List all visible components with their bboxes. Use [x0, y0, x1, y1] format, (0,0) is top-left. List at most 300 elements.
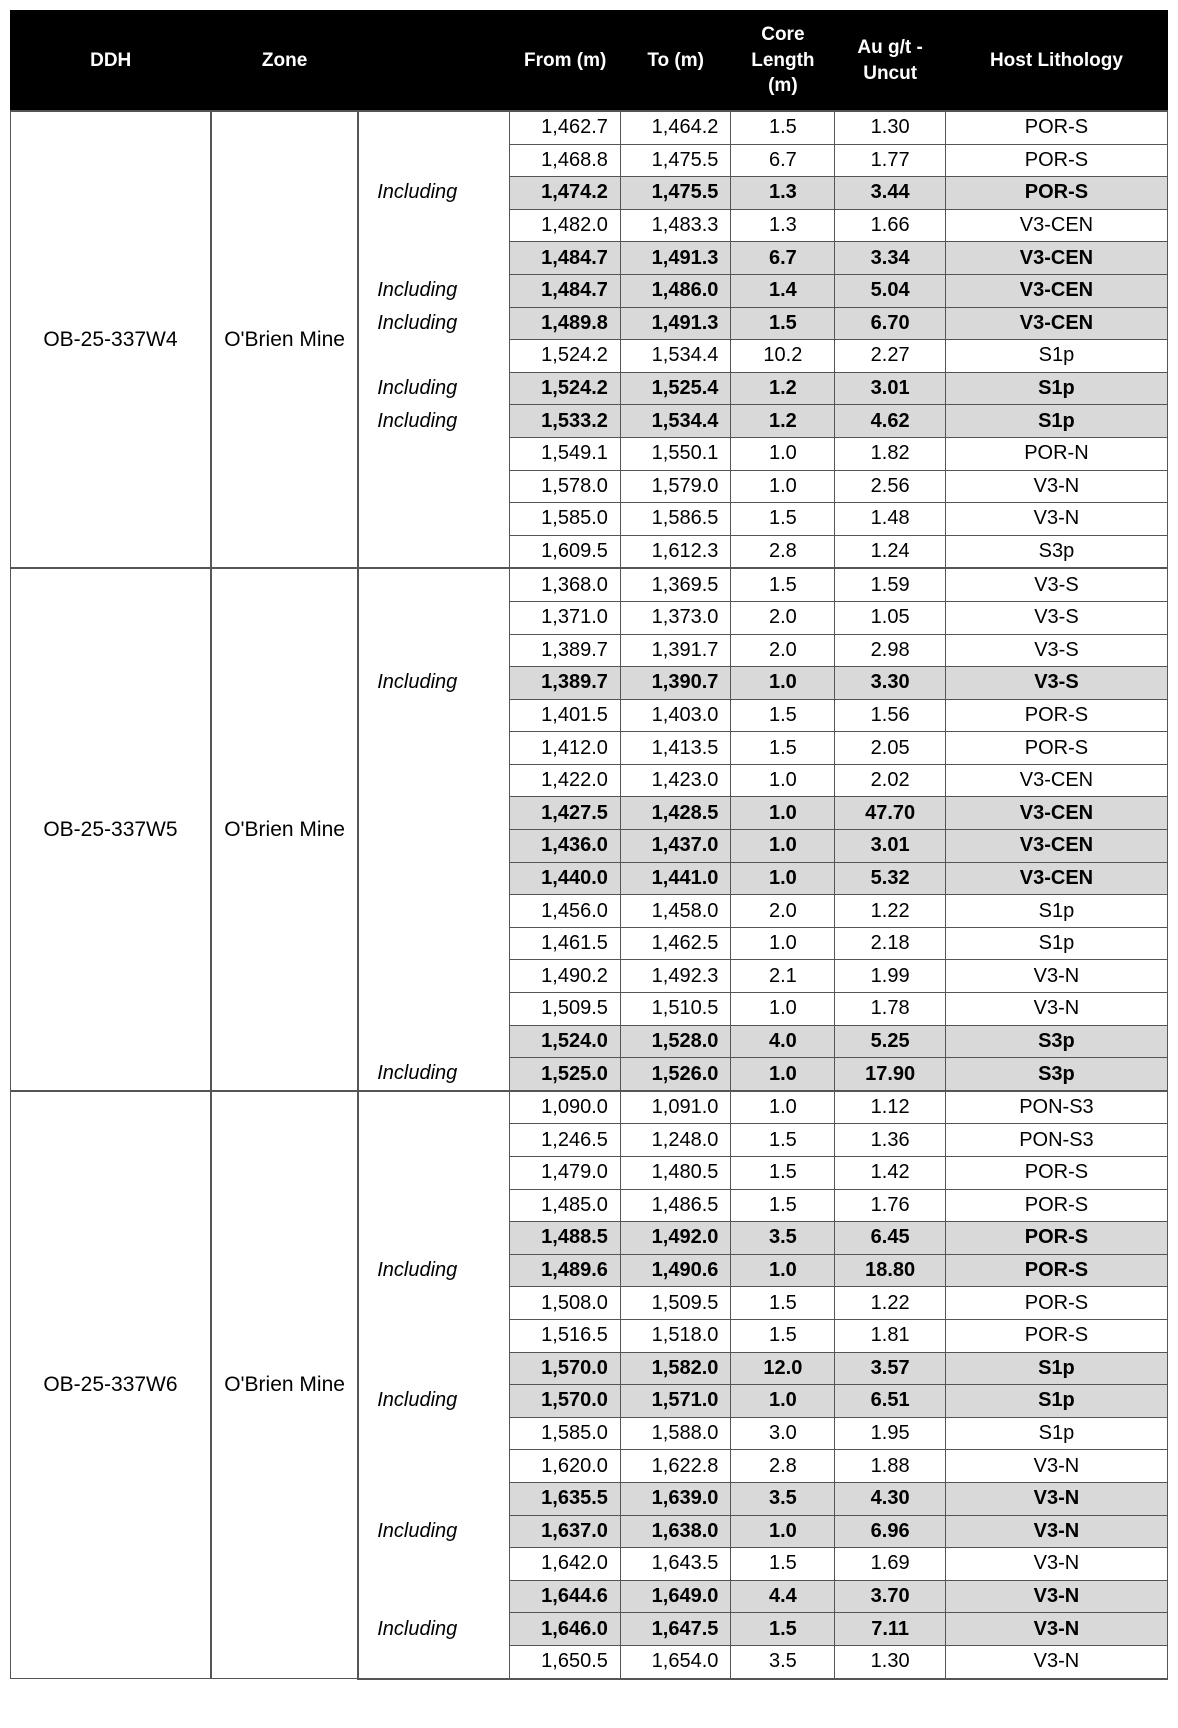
to-cell: 1,423.0	[620, 764, 731, 797]
au-grade-cell: 3.30	[835, 667, 946, 700]
from-cell: 1,371.0	[510, 601, 621, 634]
including-cell	[358, 1417, 510, 1450]
au-grade-cell: 1.56	[835, 699, 946, 732]
to-cell: 1,464.2	[620, 111, 731, 144]
au-grade-cell: 1.42	[835, 1157, 946, 1190]
host-lithology-cell: POR-S	[945, 177, 1167, 210]
au-grade-cell: 1.36	[835, 1124, 946, 1157]
zone-cell: O'Brien Mine	[211, 568, 358, 1091]
au-grade-cell: 6.45	[835, 1222, 946, 1255]
including-cell	[358, 470, 510, 503]
to-cell: 1,462.5	[620, 927, 731, 960]
including-cell	[358, 1580, 510, 1613]
host-lithology-cell: S1p	[945, 895, 1167, 928]
to-cell: 1,649.0	[620, 1580, 731, 1613]
from-cell: 1,578.0	[510, 470, 621, 503]
host-lithology-cell: V3-CEN	[945, 274, 1167, 307]
host-lithology-cell: V3-CEN	[945, 242, 1167, 275]
table-row	[11, 568, 1168, 601]
including-cell	[358, 1352, 510, 1385]
to-cell: 1,518.0	[620, 1319, 731, 1352]
au-grade-cell: 3.01	[835, 372, 946, 405]
core-length-cell: 1.0	[731, 830, 835, 863]
from-cell: 1,524.2	[510, 340, 621, 373]
core-length-cell: 1.5	[731, 1189, 835, 1222]
to-cell: 1,647.5	[620, 1613, 731, 1646]
to-cell: 1,475.5	[620, 177, 731, 210]
from-cell: 1,524.2	[510, 372, 621, 405]
including-cell	[358, 927, 510, 960]
core-length-cell: 1.2	[731, 405, 835, 438]
core-length-cell: 2.1	[731, 960, 835, 993]
to-cell: 1,486.0	[620, 274, 731, 307]
core-length-cell: 1.5	[731, 1548, 835, 1581]
au-grade-cell: 17.90	[835, 1058, 946, 1091]
from-cell: 1,488.5	[510, 1222, 621, 1255]
to-cell: 1,458.0	[620, 895, 731, 928]
header-zone: Zone	[211, 11, 358, 112]
au-grade-cell: 1.88	[835, 1450, 946, 1483]
header-from: From (m)	[510, 11, 621, 112]
from-cell: 1,509.5	[510, 993, 621, 1026]
core-length-cell: 1.0	[731, 437, 835, 470]
including-cell	[358, 634, 510, 667]
to-cell: 1,248.0	[620, 1124, 731, 1157]
to-cell: 1,441.0	[620, 862, 731, 895]
core-length-cell: 1.3	[731, 177, 835, 210]
from-cell: 1,422.0	[510, 764, 621, 797]
including-cell	[358, 699, 510, 732]
from-cell: 1,570.0	[510, 1352, 621, 1385]
including-cell	[358, 732, 510, 765]
au-grade-cell: 1.30	[835, 111, 946, 144]
au-grade-cell: 1.48	[835, 503, 946, 536]
au-grade-cell: 5.25	[835, 1025, 946, 1058]
header-host-lithology: Host Lithology	[945, 11, 1167, 112]
au-grade-cell: 47.70	[835, 797, 946, 830]
from-cell: 1,484.7	[510, 242, 621, 275]
from-cell: 1,516.5	[510, 1319, 621, 1352]
from-cell: 1,389.7	[510, 667, 621, 700]
to-cell: 1,622.8	[620, 1450, 731, 1483]
core-length-cell: 1.5	[731, 307, 835, 340]
host-lithology-cell: V3-N	[945, 1580, 1167, 1613]
to-cell: 1,534.4	[620, 340, 731, 373]
host-lithology-cell: POR-S	[945, 1222, 1167, 1255]
host-lithology-cell: PON-S3	[945, 1091, 1167, 1124]
au-grade-cell: 1.66	[835, 209, 946, 242]
host-lithology-cell: POR-S	[945, 1319, 1167, 1352]
from-cell: 1,368.0	[510, 568, 621, 601]
au-grade-cell: 3.01	[835, 830, 946, 863]
from-cell: 1,436.0	[510, 830, 621, 863]
core-length-cell: 10.2	[731, 340, 835, 373]
from-cell: 1,585.0	[510, 1417, 621, 1450]
from-cell: 1,524.0	[510, 1025, 621, 1058]
core-length-cell: 1.0	[731, 764, 835, 797]
from-cell: 1,474.2	[510, 177, 621, 210]
ddh-cell: OB-25-337W4	[11, 111, 211, 568]
header-core-length: Core Length (m)	[731, 11, 835, 112]
from-cell: 1,246.5	[510, 1124, 621, 1157]
to-cell: 1,643.5	[620, 1548, 731, 1581]
to-cell: 1,525.4	[620, 372, 731, 405]
including-cell	[358, 437, 510, 470]
including-cell	[358, 764, 510, 797]
au-grade-cell: 1.05	[835, 601, 946, 634]
including-cell	[358, 568, 510, 601]
including-cell	[358, 242, 510, 275]
including-cell	[358, 862, 510, 895]
including-cell	[358, 797, 510, 830]
to-cell: 1,582.0	[620, 1352, 731, 1385]
core-length-cell: 1.4	[731, 274, 835, 307]
including-cell	[358, 111, 510, 144]
including-cell: Including	[358, 405, 510, 438]
host-lithology-cell: V3-S	[945, 667, 1167, 700]
header-including	[358, 11, 510, 112]
from-cell: 1,609.5	[510, 535, 621, 568]
from-cell: 1,461.5	[510, 927, 621, 960]
host-lithology-cell: V3-CEN	[945, 764, 1167, 797]
core-length-cell: 6.7	[731, 242, 835, 275]
from-cell: 1,090.0	[510, 1091, 621, 1124]
to-cell: 1,638.0	[620, 1515, 731, 1548]
host-lithology-cell: V3-CEN	[945, 830, 1167, 863]
host-lithology-cell: S3p	[945, 1058, 1167, 1091]
core-length-cell: 12.0	[731, 1352, 835, 1385]
au-grade-cell: 1.77	[835, 144, 946, 177]
including-cell	[358, 1548, 510, 1581]
core-length-cell: 1.5	[731, 503, 835, 536]
from-cell: 1,525.0	[510, 1058, 621, 1091]
table-body	[11, 111, 1168, 1679]
au-grade-cell: 2.18	[835, 927, 946, 960]
including-cell	[358, 1025, 510, 1058]
from-cell: 1,644.6	[510, 1580, 621, 1613]
from-cell: 1,549.1	[510, 437, 621, 470]
au-grade-cell: 2.02	[835, 764, 946, 797]
including-cell: Including	[358, 1058, 510, 1091]
to-cell: 1,509.5	[620, 1287, 731, 1320]
host-lithology-cell: S3p	[945, 1025, 1167, 1058]
core-length-cell: 1.0	[731, 1091, 835, 1124]
to-cell: 1,492.3	[620, 960, 731, 993]
drill-results-table	[10, 10, 1168, 1680]
to-cell: 1,490.6	[620, 1254, 731, 1287]
au-grade-cell: 1.95	[835, 1417, 946, 1450]
including-cell: Including	[358, 177, 510, 210]
from-cell: 1,642.0	[510, 1548, 621, 1581]
au-grade-cell: 6.96	[835, 1515, 946, 1548]
from-cell: 1,412.0	[510, 732, 621, 765]
from-cell: 1,462.7	[510, 111, 621, 144]
to-cell: 1,437.0	[620, 830, 731, 863]
au-grade-cell: 2.56	[835, 470, 946, 503]
core-length-cell: 4.0	[731, 1025, 835, 1058]
including-cell	[358, 1645, 510, 1678]
au-grade-cell: 1.82	[835, 437, 946, 470]
core-length-cell: 2.0	[731, 601, 835, 634]
from-cell: 1,468.8	[510, 144, 621, 177]
core-length-cell: 1.3	[731, 209, 835, 242]
au-grade-cell: 3.70	[835, 1580, 946, 1613]
including-cell	[358, 144, 510, 177]
header-to: To (m)	[620, 11, 731, 112]
table-row	[11, 1091, 1168, 1124]
core-length-cell: 1.5	[731, 1319, 835, 1352]
au-grade-cell: 1.24	[835, 535, 946, 568]
including-cell	[358, 993, 510, 1026]
zone-cell: O'Brien Mine	[211, 111, 358, 568]
au-grade-cell: 3.57	[835, 1352, 946, 1385]
from-cell: 1,485.0	[510, 1189, 621, 1222]
from-cell: 1,440.0	[510, 862, 621, 895]
host-lithology-cell: V3-N	[945, 1645, 1167, 1678]
zone-cell: O'Brien Mine	[211, 1091, 358, 1679]
from-cell: 1,635.5	[510, 1482, 621, 1515]
to-cell: 1,475.5	[620, 144, 731, 177]
from-cell: 1,508.0	[510, 1287, 621, 1320]
core-length-cell: 1.0	[731, 862, 835, 895]
core-length-cell: 1.0	[731, 927, 835, 960]
including-cell: Including	[358, 274, 510, 307]
au-grade-cell: 1.69	[835, 1548, 946, 1581]
core-length-cell: 1.5	[731, 1124, 835, 1157]
to-cell: 1,571.0	[620, 1385, 731, 1418]
to-cell: 1,579.0	[620, 470, 731, 503]
core-length-cell: 1.0	[731, 1058, 835, 1091]
from-cell: 1,585.0	[510, 503, 621, 536]
core-length-cell: 1.0	[731, 667, 835, 700]
including-cell	[358, 830, 510, 863]
including-cell	[358, 1482, 510, 1515]
including-cell	[358, 503, 510, 536]
including-cell	[358, 1189, 510, 1222]
to-cell: 1,491.3	[620, 307, 731, 340]
au-grade-cell: 1.30	[835, 1645, 946, 1678]
from-cell: 1,637.0	[510, 1515, 621, 1548]
host-lithology-cell: POR-S	[945, 1189, 1167, 1222]
au-grade-cell: 2.98	[835, 634, 946, 667]
host-lithology-cell: PON-S3	[945, 1124, 1167, 1157]
host-lithology-cell: POR-S	[945, 1254, 1167, 1287]
including-cell: Including	[358, 1385, 510, 1418]
core-length-cell: 1.0	[731, 797, 835, 830]
from-cell: 1,482.0	[510, 209, 621, 242]
from-cell: 1,620.0	[510, 1450, 621, 1483]
au-grade-cell: 2.27	[835, 340, 946, 373]
host-lithology-cell: POR-S	[945, 1157, 1167, 1190]
from-cell: 1,533.2	[510, 405, 621, 438]
header-row	[11, 11, 1168, 112]
au-grade-cell: 2.05	[835, 732, 946, 765]
ddh-cell: OB-25-337W6	[11, 1091, 211, 1679]
core-length-cell: 2.8	[731, 535, 835, 568]
to-cell: 1,534.4	[620, 405, 731, 438]
including-cell	[358, 1157, 510, 1190]
including-cell	[358, 535, 510, 568]
to-cell: 1,391.7	[620, 634, 731, 667]
host-lithology-cell: V3-N	[945, 993, 1167, 1026]
host-lithology-cell: S1p	[945, 927, 1167, 960]
au-grade-cell: 1.59	[835, 568, 946, 601]
host-lithology-cell: V3-N	[945, 1613, 1167, 1646]
to-cell: 1,639.0	[620, 1482, 731, 1515]
to-cell: 1,480.5	[620, 1157, 731, 1190]
to-cell: 1,373.0	[620, 601, 731, 634]
host-lithology-cell: POR-S	[945, 111, 1167, 144]
host-lithology-cell: V3-N	[945, 1515, 1167, 1548]
to-cell: 1,390.7	[620, 667, 731, 700]
au-grade-cell: 3.44	[835, 177, 946, 210]
host-lithology-cell: V3-S	[945, 601, 1167, 634]
core-length-cell: 6.7	[731, 144, 835, 177]
to-cell: 1,654.0	[620, 1645, 731, 1678]
host-lithology-cell: S1p	[945, 405, 1167, 438]
including-cell: Including	[358, 307, 510, 340]
core-length-cell: 1.5	[731, 568, 835, 601]
host-lithology-cell: S3p	[945, 535, 1167, 568]
core-length-cell: 1.5	[731, 111, 835, 144]
au-grade-cell: 6.70	[835, 307, 946, 340]
to-cell: 1,403.0	[620, 699, 731, 732]
au-grade-cell: 1.81	[835, 1319, 946, 1352]
host-lithology-cell: V3-N	[945, 1482, 1167, 1515]
core-length-cell: 3.5	[731, 1645, 835, 1678]
host-lithology-cell: V3-N	[945, 960, 1167, 993]
including-cell	[358, 1319, 510, 1352]
core-length-cell: 1.2	[731, 372, 835, 405]
au-grade-cell: 1.12	[835, 1091, 946, 1124]
including-cell	[358, 209, 510, 242]
au-grade-cell: 5.04	[835, 274, 946, 307]
core-length-cell: 3.5	[731, 1482, 835, 1515]
to-cell: 1,486.5	[620, 1189, 731, 1222]
header-au-uncut: Au g/t - Uncut	[835, 11, 946, 112]
to-cell: 1,588.0	[620, 1417, 731, 1450]
host-lithology-cell: V3-S	[945, 568, 1167, 601]
au-grade-cell: 3.34	[835, 242, 946, 275]
host-lithology-cell: V3-CEN	[945, 862, 1167, 895]
from-cell: 1,650.5	[510, 1645, 621, 1678]
au-grade-cell: 6.51	[835, 1385, 946, 1418]
core-length-cell: 1.0	[731, 1385, 835, 1418]
host-lithology-cell: V3-CEN	[945, 797, 1167, 830]
from-cell: 1,401.5	[510, 699, 621, 732]
host-lithology-cell: V3-N	[945, 1450, 1167, 1483]
host-lithology-cell: V3-S	[945, 634, 1167, 667]
to-cell: 1,526.0	[620, 1058, 731, 1091]
au-grade-cell: 1.78	[835, 993, 946, 1026]
including-cell	[358, 1124, 510, 1157]
including-cell: Including	[358, 372, 510, 405]
from-cell: 1,489.8	[510, 307, 621, 340]
including-cell: Including	[358, 1254, 510, 1287]
au-grade-cell: 1.22	[835, 1287, 946, 1320]
core-length-cell: 2.0	[731, 895, 835, 928]
to-cell: 1,369.5	[620, 568, 731, 601]
to-cell: 1,091.0	[620, 1091, 731, 1124]
including-cell: Including	[358, 1613, 510, 1646]
including-cell: Including	[358, 1515, 510, 1548]
core-length-cell: 2.0	[731, 634, 835, 667]
including-cell	[358, 1222, 510, 1255]
to-cell: 1,492.0	[620, 1222, 731, 1255]
host-lithology-cell: S1p	[945, 1352, 1167, 1385]
from-cell: 1,456.0	[510, 895, 621, 928]
core-length-cell: 1.5	[731, 699, 835, 732]
host-lithology-cell: S1p	[945, 1385, 1167, 1418]
ddh-cell: OB-25-337W5	[11, 568, 211, 1091]
au-grade-cell: 1.76	[835, 1189, 946, 1222]
host-lithology-cell: V3-CEN	[945, 209, 1167, 242]
from-cell: 1,646.0	[510, 1613, 621, 1646]
including-cell	[358, 340, 510, 373]
including-cell	[358, 1091, 510, 1124]
to-cell: 1,483.3	[620, 209, 731, 242]
including-cell: Including	[358, 667, 510, 700]
header-ddh: DDH	[11, 11, 211, 112]
host-lithology-cell: POR-S	[945, 732, 1167, 765]
from-cell: 1,489.6	[510, 1254, 621, 1287]
core-length-cell: 1.0	[731, 1515, 835, 1548]
host-lithology-cell: V3-N	[945, 470, 1167, 503]
au-grade-cell: 4.62	[835, 405, 946, 438]
host-lithology-cell: S1p	[945, 372, 1167, 405]
to-cell: 1,428.5	[620, 797, 731, 830]
host-lithology-cell: V3-CEN	[945, 307, 1167, 340]
to-cell: 1,586.5	[620, 503, 731, 536]
core-length-cell: 1.5	[731, 1287, 835, 1320]
core-length-cell: 4.4	[731, 1580, 835, 1613]
including-cell	[358, 895, 510, 928]
to-cell: 1,550.1	[620, 437, 731, 470]
au-grade-cell: 1.22	[835, 895, 946, 928]
core-length-cell: 1.0	[731, 1254, 835, 1287]
core-length-cell: 1.5	[731, 1157, 835, 1190]
host-lithology-cell: S1p	[945, 1417, 1167, 1450]
from-cell: 1,484.7	[510, 274, 621, 307]
including-cell	[358, 960, 510, 993]
core-length-cell: 1.0	[731, 470, 835, 503]
au-grade-cell: 4.30	[835, 1482, 946, 1515]
host-lithology-cell: V3-N	[945, 503, 1167, 536]
host-lithology-cell: POR-S	[945, 144, 1167, 177]
core-length-cell: 2.8	[731, 1450, 835, 1483]
au-grade-cell: 7.11	[835, 1613, 946, 1646]
core-length-cell: 1.5	[731, 732, 835, 765]
core-length-cell: 1.0	[731, 993, 835, 1026]
including-cell	[358, 1287, 510, 1320]
to-cell: 1,491.3	[620, 242, 731, 275]
host-lithology-cell: POR-N	[945, 437, 1167, 470]
from-cell: 1,427.5	[510, 797, 621, 830]
to-cell: 1,413.5	[620, 732, 731, 765]
to-cell: 1,510.5	[620, 993, 731, 1026]
table-row	[11, 111, 1168, 144]
core-length-cell: 3.5	[731, 1222, 835, 1255]
from-cell: 1,389.7	[510, 634, 621, 667]
host-lithology-cell: POR-S	[945, 1287, 1167, 1320]
host-lithology-cell: S1p	[945, 340, 1167, 373]
core-length-cell: 3.0	[731, 1417, 835, 1450]
au-grade-cell: 5.32	[835, 862, 946, 895]
including-cell	[358, 601, 510, 634]
au-grade-cell: 18.80	[835, 1254, 946, 1287]
to-cell: 1,612.3	[620, 535, 731, 568]
to-cell: 1,528.0	[620, 1025, 731, 1058]
